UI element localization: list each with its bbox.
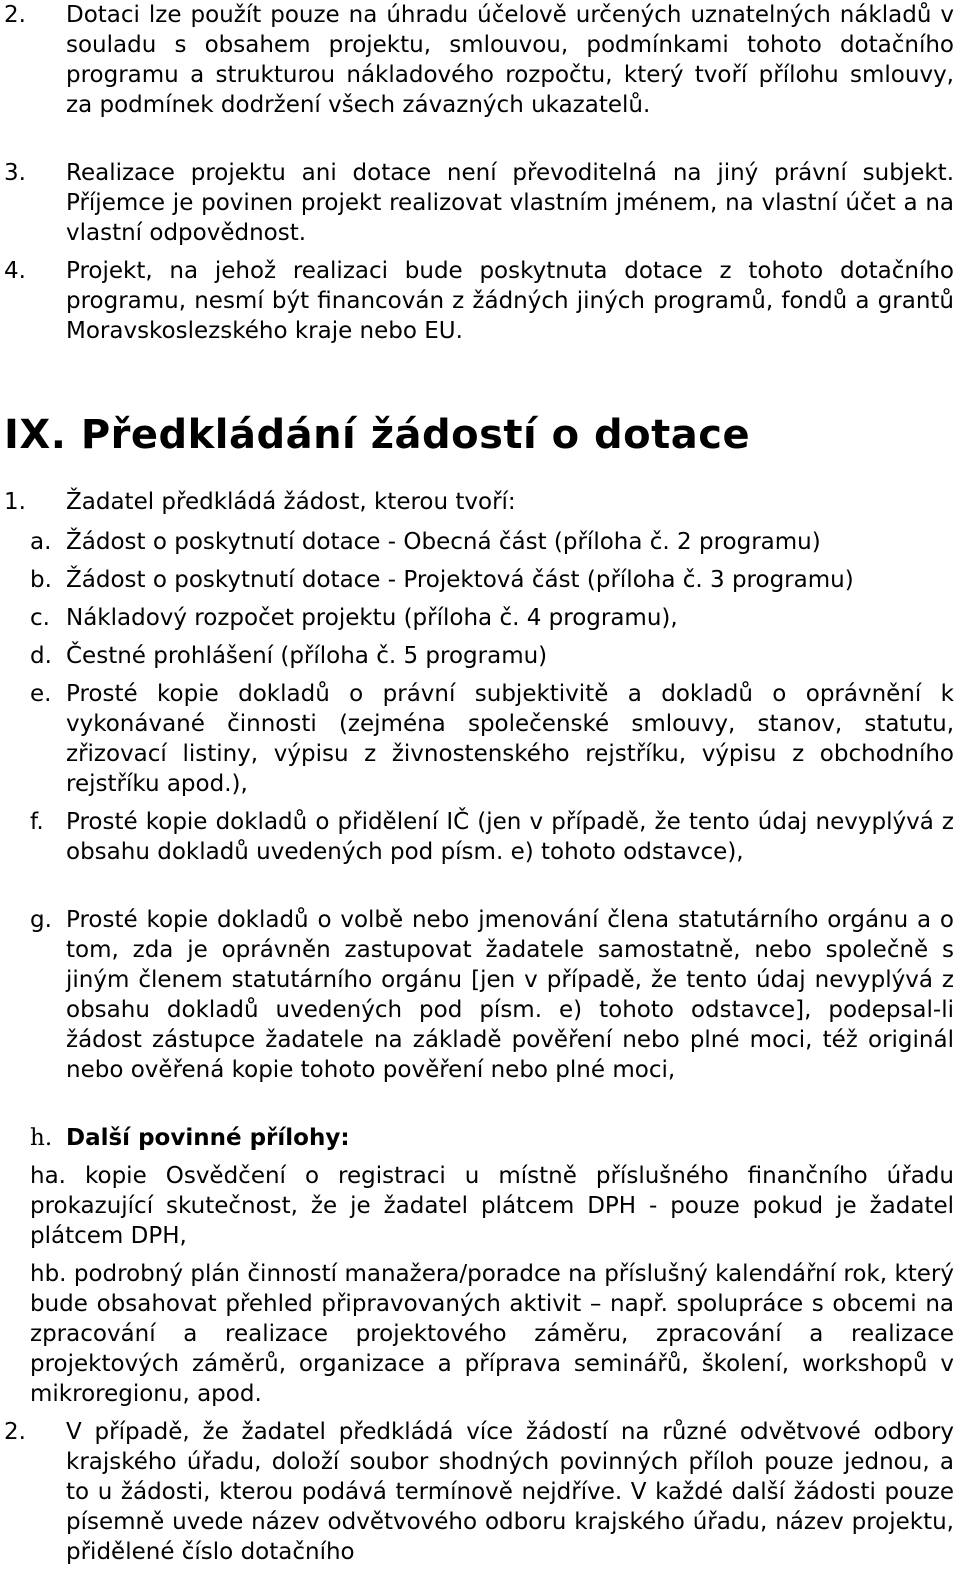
item-number: 2. [4,2,26,28]
sub-item-letter: d. [30,643,52,669]
sub-item-letter: g. [30,907,52,933]
item-text: Projekt, na jehož realizaci bude poskytnuta dotace z tohoto dotačního programu, nesmí být financován z žádných jiných programů, fondů a grantů Moravskoslezského kraje nebo EU. [66,258,954,344]
sub-item-letter: e. [30,681,52,707]
sub-item-text: Nákladový rozpočet projektu (příloha č. 4 programu), [66,605,678,631]
sub-item-letter: c. [30,605,50,631]
sub-item-letter: b. [30,567,52,593]
sub-item-text: Další povinné přílohy: [66,1125,350,1151]
attachment-hb: hb. podrobný plán činností manažera/poradce na příslušný kalendářní rok, který bude obsahovat přehled připravovaných aktivit – např. spolupráce s obcemi na zpracování a realizace projektového záměru, zpracování a realizace projektových záměrů, organizace a příprava seminářů, školení, workshopů v mikroregionu, apod. [30,1261,954,1407]
item-number: 4. [4,258,26,284]
item-text: V případě, že žadatel předkládá více žádostí na různé odvětvové odbory krajského úřadu, doloží soubor shodných povinných příloh pouze jednou, a to u žádosti, kterou podává termínově nejdříve. V každé další žádosti pouze písemně uvede název odvětvového odboru krajského úřadu, název projektu, přidělené číslo dotačního [66,1419,954,1565]
sub-item-text: Prosté kopie dokladů o přidělení IČ (jen v případě, že tento údaj nevyplývá z obsahu dokladů uvedených pod písm. e) tohoto odstavce), [66,809,954,865]
sub-item-text: Žádost o poskytnutí dotace - Projektová část (příloha č. 3 programu) [66,567,854,593]
sub-item-text: Čestné prohlášení (příloha č. 5 programu) [66,643,548,669]
attachment-ha: ha. kopie Osvědčení o registraci u místně příslušného finančního úřadu prokazující skutečnost, že je žadatel plátcem DPH - pouze pokud je žadatel plátcem DPH, [30,1163,954,1249]
item-number: 3. [4,160,26,186]
item-number: 1. [4,489,26,515]
sub-item-letter: h. [30,1125,53,1151]
sub-item-text: Prosté kopie dokladů o právní subjektivitě a dokladů o oprávnění k vykonávané činnosti (zejména společenské smlouvy, stanov, statutu, zřizovací listiny, výpisu z živnostenského rejstříku, výpisu z obchodního rejstříku apod.), [66,681,954,797]
item-number: 2. [4,1419,26,1445]
sub-item-letter: f. [30,809,44,835]
item-text: Žadatel předkládá žádost, kterou tvoří: [66,489,516,515]
section-heading: IX. Předkládání žádostí o dotace [4,412,751,458]
sub-item-text: Žádost o poskytnutí dotace - Obecná část (příloha č. 2 programu) [66,529,821,555]
sub-item-text: Prosté kopie dokladů o volbě nebo jmenování člena statutárního orgánu a o tom, zda je oprávněn zastupovat žadatele samostatně, nebo společně s jiným členem statutárního orgánu [jen v případě, že tento údaj nevyplývá z obsahu dokladů uvedených pod písm. e) tohoto odstavce], podepsal-li žádost zástupce žadatele na základě pověření nebo plné moci, též originál nebo ověřená kopie tohoto pověření nebo plné moci, [66,907,954,1083]
item-text: Realizace projektu ani dotace není převoditelná na jiný právní subjekt. Příjemce je povinen projekt realizovat vlastním jménem, na vlastní účet a na vlastní odpovědnost. [66,160,954,246]
item-text: Dotaci lze použít pouze na úhradu účelově určených uznatelných nákladů v souladu s obsahem projektu, smlouvou, podmínkami tohoto dotačního programu a strukturou nákladového rozpočtu, který tvoří přílohu smlouvy, za podmínek dodržení všech závazných ukazatelů. [66,2,954,118]
sub-item-letter: a. [30,529,52,555]
